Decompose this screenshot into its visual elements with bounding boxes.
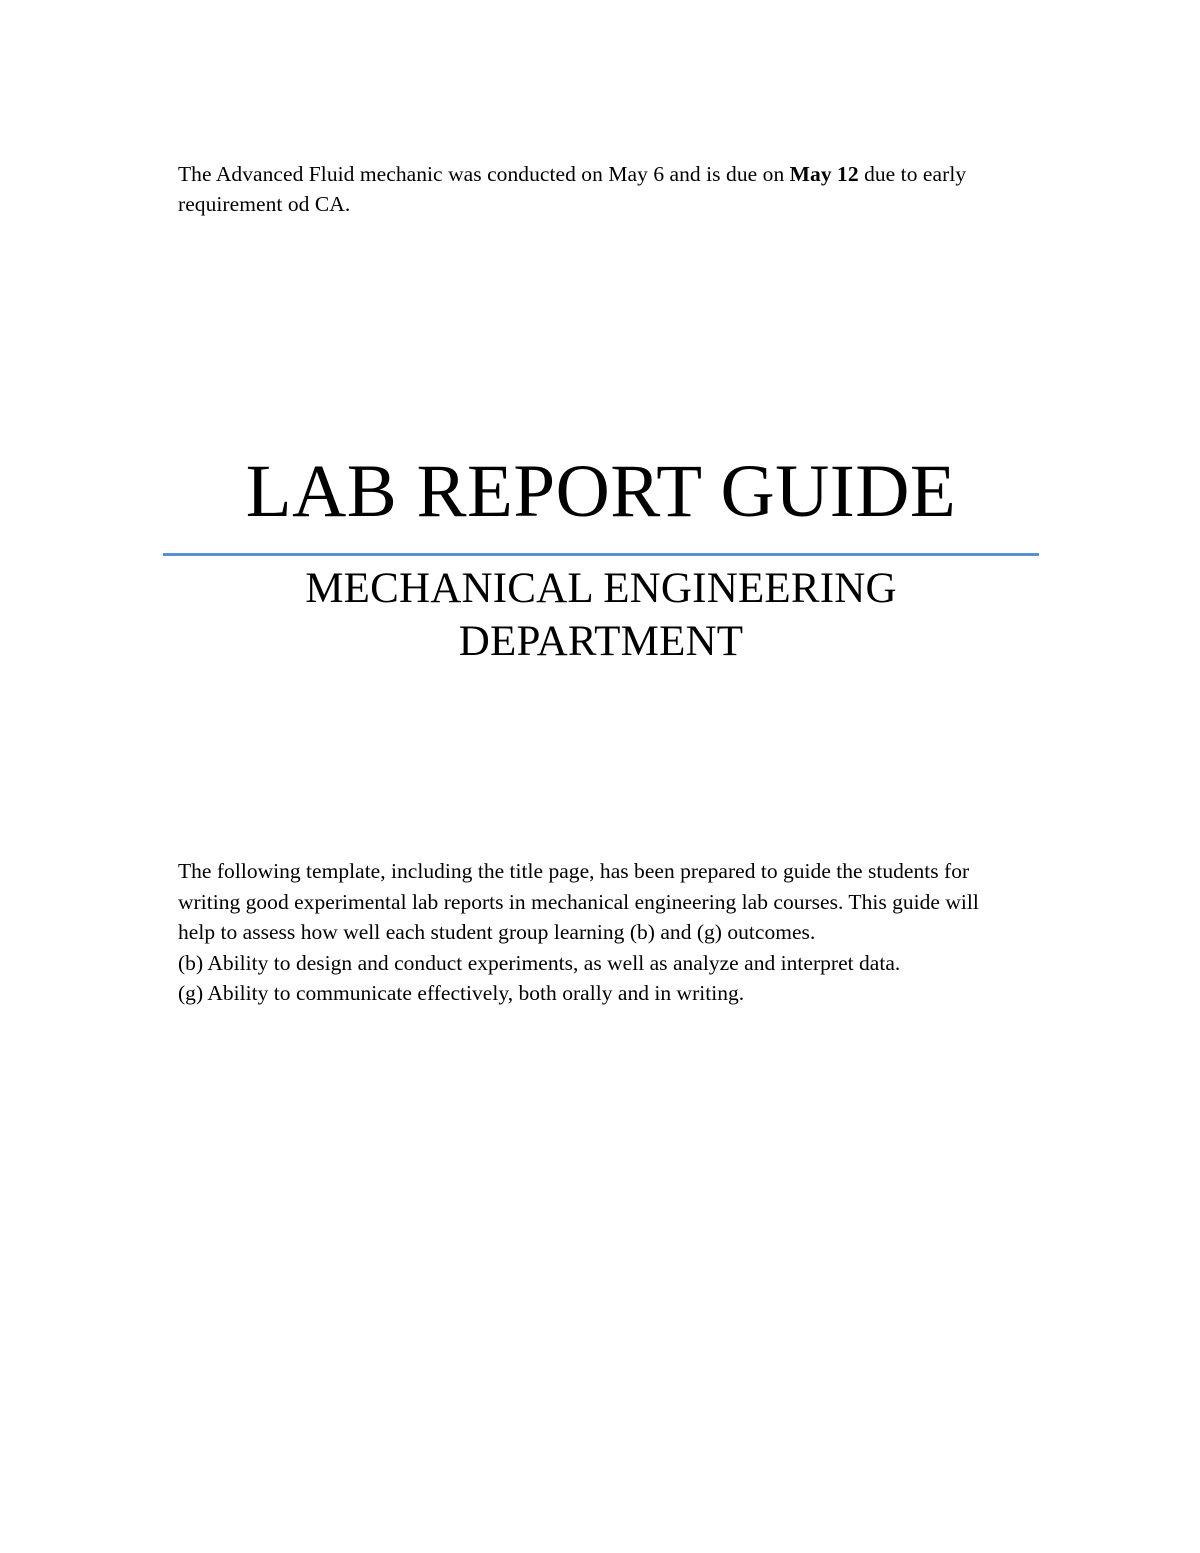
- intro-note-due-date: May 12: [789, 161, 859, 186]
- outcome-g-line: (g) Ability to communicate effectively, both orally and in writing.: [178, 981, 745, 1005]
- intro-note-paragraph: [178, 159, 1013, 219]
- title-divider-rule: [163, 553, 1039, 556]
- body-paragraph: The following template, including the title page, has been prepared to guide the students for writing good experimental lab reports in mechanical engineering lab courses. This guide will help to assess how well each student group learning (b) and (g) outcomes.: [178, 859, 979, 944]
- title-block: [163, 452, 1039, 668]
- body-copy: [178, 856, 1016, 1009]
- page-subtitle-line-2: DEPARTMENT: [458, 618, 744, 665]
- intro-note-text-before: The Advanced Fluid mechanic was conducted on May 6 and is due on: [178, 161, 790, 186]
- outcome-b-line: (b) Ability to design and conduct experiments, as well as analyze and interpret data.: [178, 950, 901, 975]
- page-title: LAB REPORT GUIDE: [245, 450, 957, 533]
- page-subtitle: [163, 562, 1039, 668]
- page-subtitle-line-1: MECHANICAL ENGINEERING: [305, 565, 897, 612]
- intro-note-text-after: due to early requirement od CA.: [178, 161, 967, 216]
